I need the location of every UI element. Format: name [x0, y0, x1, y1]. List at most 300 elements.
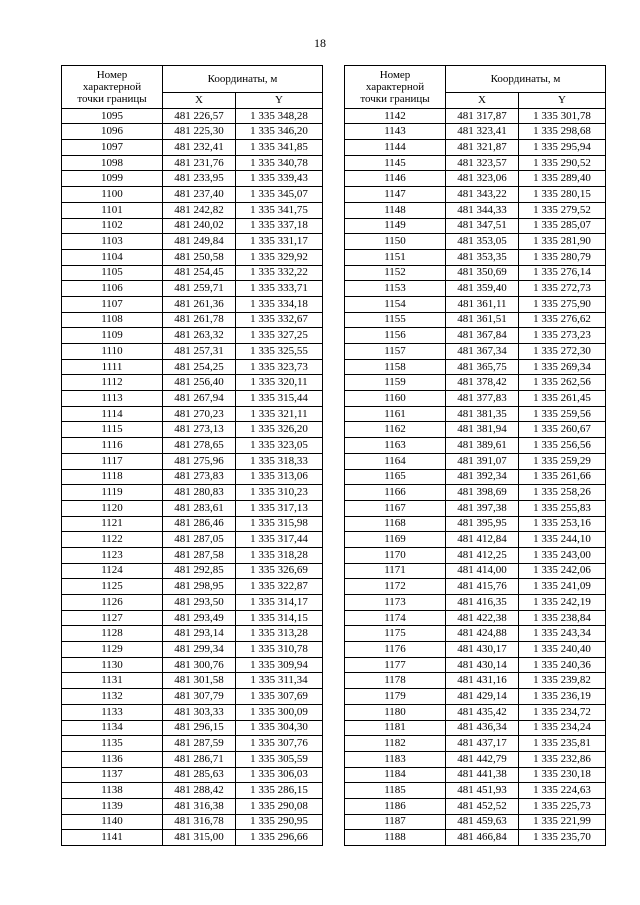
table-row — [62, 485, 323, 501]
point-number-cell: 1159 — [345, 375, 446, 391]
table-row — [345, 736, 606, 752]
y-coordinate-cell: 1 335 325,55 — [236, 344, 323, 360]
table-row — [345, 610, 606, 626]
x-coordinate-cell: 481 395,95 — [446, 516, 519, 532]
point-number-cell: 1131 — [62, 673, 163, 689]
y-coordinate-cell: 1 335 240,40 — [519, 642, 606, 658]
table-row — [62, 328, 323, 344]
point-number-cell: 1149 — [345, 218, 446, 234]
x-coordinate-cell: 481 267,94 — [163, 391, 236, 407]
y-coordinate-cell: 1 335 323,73 — [236, 359, 323, 375]
y-coordinate-cell: 1 335 238,84 — [519, 610, 606, 626]
y-coordinate-cell: 1 335 221,99 — [519, 814, 606, 830]
y-coordinate-cell: 1 335 323,05 — [236, 438, 323, 454]
x-coordinate-cell: 481 430,14 — [446, 657, 519, 673]
point-number-cell: 1103 — [62, 234, 163, 250]
x-coordinate-cell: 481 293,49 — [163, 610, 236, 626]
x-coordinate-cell: 481 270,23 — [163, 406, 236, 422]
table-row — [62, 689, 323, 705]
point-number-cell: 1154 — [345, 296, 446, 312]
y-coordinate-cell: 1 335 225,73 — [519, 798, 606, 814]
y-coordinate-cell: 1 335 273,23 — [519, 328, 606, 344]
point-number-cell: 1151 — [345, 249, 446, 265]
y-header: Y — [236, 93, 323, 109]
y-coordinate-cell: 1 335 269,34 — [519, 359, 606, 375]
y-coordinate-cell: 1 335 307,69 — [236, 689, 323, 705]
table-row — [345, 234, 606, 250]
y-coordinate-cell: 1 335 340,78 — [236, 155, 323, 171]
point-number-cell: 1137 — [62, 767, 163, 783]
y-coordinate-cell: 1 335 298,68 — [519, 124, 606, 140]
y-coordinate-cell: 1 335 290,52 — [519, 155, 606, 171]
point-number-cell: 1173 — [345, 595, 446, 611]
point-number-cell: 1119 — [62, 485, 163, 501]
point-number-cell: 1100 — [62, 187, 163, 203]
x-coordinate-cell: 481 240,02 — [163, 218, 236, 234]
point-number-cell: 1109 — [62, 328, 163, 344]
table-row — [345, 375, 606, 391]
x-header: X — [163, 93, 236, 109]
x-coordinate-cell: 481 381,94 — [446, 422, 519, 438]
table-row — [62, 563, 323, 579]
x-coordinate-cell: 481 398,69 — [446, 485, 519, 501]
point-number-cell: 1114 — [62, 406, 163, 422]
y-header: Y — [519, 93, 606, 109]
y-coordinate-cell: 1 335 311,34 — [236, 673, 323, 689]
table-row — [345, 595, 606, 611]
table-row — [345, 547, 606, 563]
coordinates-header: Координаты, м — [446, 66, 606, 93]
point-number-cell: 1148 — [345, 202, 446, 218]
y-coordinate-cell: 1 335 240,36 — [519, 657, 606, 673]
table-row — [62, 108, 323, 124]
table-row — [345, 438, 606, 454]
x-coordinate-cell: 481 296,15 — [163, 720, 236, 736]
x-coordinate-cell: 481 237,40 — [163, 187, 236, 203]
x-coordinate-cell: 481 254,45 — [163, 265, 236, 281]
point-number-cell: 1141 — [62, 830, 163, 846]
point-number-cell: 1158 — [345, 359, 446, 375]
x-coordinate-cell: 481 273,13 — [163, 422, 236, 438]
x-coordinate-cell: 481 293,50 — [163, 595, 236, 611]
x-coordinate-cell: 481 250,58 — [163, 249, 236, 265]
table-row — [62, 187, 323, 203]
point-number-cell: 1106 — [62, 281, 163, 297]
table-row — [62, 720, 323, 736]
point-number-cell: 1118 — [62, 469, 163, 485]
y-coordinate-cell: 1 335 244,10 — [519, 532, 606, 548]
table-row — [62, 202, 323, 218]
table-row — [62, 736, 323, 752]
y-coordinate-cell: 1 335 337,18 — [236, 218, 323, 234]
y-coordinate-cell: 1 335 281,90 — [519, 234, 606, 250]
table-row — [345, 108, 606, 124]
point-number-cell: 1101 — [62, 202, 163, 218]
y-coordinate-cell: 1 335 314,15 — [236, 610, 323, 626]
table-row — [62, 234, 323, 250]
point-number-cell: 1120 — [62, 500, 163, 516]
y-coordinate-cell: 1 335 275,90 — [519, 296, 606, 312]
x-coordinate-cell: 481 301,58 — [163, 673, 236, 689]
table-row — [345, 642, 606, 658]
point-number-cell: 1164 — [345, 453, 446, 469]
x-coordinate-cell: 481 323,41 — [446, 124, 519, 140]
y-coordinate-cell: 1 335 276,62 — [519, 312, 606, 328]
point-number-cell: 1104 — [62, 249, 163, 265]
point-number-cell: 1172 — [345, 579, 446, 595]
x-coordinate-cell: 481 283,61 — [163, 500, 236, 516]
table-row — [62, 469, 323, 485]
x-coordinate-cell: 481 261,36 — [163, 296, 236, 312]
y-coordinate-cell: 1 335 261,66 — [519, 469, 606, 485]
point-number-cell: 1105 — [62, 265, 163, 281]
x-coordinate-cell: 481 412,84 — [446, 532, 519, 548]
x-coordinate-cell: 481 452,52 — [446, 798, 519, 814]
y-coordinate-cell: 1 335 230,18 — [519, 767, 606, 783]
y-coordinate-cell: 1 335 280,15 — [519, 187, 606, 203]
point-number-cell: 1176 — [345, 642, 446, 658]
point-number-cell: 1177 — [345, 657, 446, 673]
y-coordinate-cell: 1 335 296,66 — [236, 830, 323, 846]
table-row — [345, 281, 606, 297]
table-row — [62, 767, 323, 783]
point-number-cell: 1102 — [62, 218, 163, 234]
table-row — [62, 673, 323, 689]
y-coordinate-cell: 1 335 310,78 — [236, 642, 323, 658]
x-coordinate-cell: 481 361,11 — [446, 296, 519, 312]
y-coordinate-cell: 1 335 253,16 — [519, 516, 606, 532]
point-number-cell: 1144 — [345, 140, 446, 156]
y-coordinate-cell: 1 335 286,15 — [236, 783, 323, 799]
point-number-cell: 1147 — [345, 187, 446, 203]
y-coordinate-cell: 1 335 317,44 — [236, 532, 323, 548]
table-row — [62, 296, 323, 312]
point-number-cell: 1124 — [62, 563, 163, 579]
table-row — [345, 500, 606, 516]
point-number-header: Номер характерной точки границы — [62, 66, 163, 109]
x-coordinate-cell: 481 263,32 — [163, 328, 236, 344]
x-coordinate-cell: 481 359,40 — [446, 281, 519, 297]
point-number-cell: 1108 — [62, 312, 163, 328]
table-row — [62, 312, 323, 328]
x-coordinate-cell: 481 381,35 — [446, 406, 519, 422]
table-row — [62, 657, 323, 673]
point-number-cell: 1139 — [62, 798, 163, 814]
x-coordinate-cell: 481 435,42 — [446, 704, 519, 720]
page-number: 18 — [314, 36, 326, 50]
table-row — [345, 453, 606, 469]
point-number-cell: 1132 — [62, 689, 163, 705]
y-coordinate-cell: 1 335 341,85 — [236, 140, 323, 156]
table-row — [62, 391, 323, 407]
table-row — [62, 344, 323, 360]
y-coordinate-cell: 1 335 310,23 — [236, 485, 323, 501]
point-number-cell: 1183 — [345, 751, 446, 767]
point-number-cell: 1116 — [62, 438, 163, 454]
y-coordinate-cell: 1 335 243,00 — [519, 547, 606, 563]
table-row — [345, 218, 606, 234]
point-number-cell: 1096 — [62, 124, 163, 140]
y-coordinate-cell: 1 335 334,18 — [236, 296, 323, 312]
point-number-cell: 1126 — [62, 595, 163, 611]
x-coordinate-cell: 481 323,57 — [446, 155, 519, 171]
point-number-cell: 1170 — [345, 547, 446, 563]
point-number-cell: 1123 — [62, 547, 163, 563]
x-coordinate-cell: 481 249,84 — [163, 234, 236, 250]
x-coordinate-cell: 481 391,07 — [446, 453, 519, 469]
y-coordinate-cell: 1 335 241,09 — [519, 579, 606, 595]
x-coordinate-cell: 481 256,40 — [163, 375, 236, 391]
point-number-cell: 1153 — [345, 281, 446, 297]
table-row — [62, 171, 323, 187]
point-number-cell: 1152 — [345, 265, 446, 281]
y-coordinate-cell: 1 335 259,56 — [519, 406, 606, 422]
y-coordinate-cell: 1 335 235,81 — [519, 736, 606, 752]
point-number-cell: 1117 — [62, 453, 163, 469]
y-coordinate-cell: 1 335 279,52 — [519, 202, 606, 218]
x-coordinate-cell: 481 451,93 — [446, 783, 519, 799]
x-coordinate-cell: 481 437,17 — [446, 736, 519, 752]
table-row — [62, 359, 323, 375]
x-coordinate-cell: 481 431,16 — [446, 673, 519, 689]
point-number-cell: 1156 — [345, 328, 446, 344]
y-coordinate-cell: 1 335 339,43 — [236, 171, 323, 187]
table-row — [345, 265, 606, 281]
x-coordinate-cell: 481 259,71 — [163, 281, 236, 297]
point-number-cell: 1150 — [345, 234, 446, 250]
point-number-cell: 1136 — [62, 751, 163, 767]
table-row — [345, 516, 606, 532]
point-number-cell: 1129 — [62, 642, 163, 658]
table-row — [62, 642, 323, 658]
x-coordinate-cell: 481 365,75 — [446, 359, 519, 375]
table-row — [62, 140, 323, 156]
coordinates-header: Координаты, м — [163, 66, 323, 93]
x-coordinate-cell: 481 278,65 — [163, 438, 236, 454]
table-row — [62, 218, 323, 234]
table-row — [345, 783, 606, 799]
point-number-cell: 1110 — [62, 344, 163, 360]
x-coordinate-cell: 481 280,83 — [163, 485, 236, 501]
table-row — [345, 171, 606, 187]
y-coordinate-cell: 1 335 321,11 — [236, 406, 323, 422]
table-row — [345, 485, 606, 501]
table-row — [62, 704, 323, 720]
y-coordinate-cell: 1 335 290,95 — [236, 814, 323, 830]
x-coordinate-cell: 481 343,22 — [446, 187, 519, 203]
y-coordinate-cell: 1 335 331,17 — [236, 234, 323, 250]
table-row — [62, 375, 323, 391]
y-coordinate-cell: 1 335 280,79 — [519, 249, 606, 265]
y-coordinate-cell: 1 335 260,67 — [519, 422, 606, 438]
point-number-cell: 1113 — [62, 391, 163, 407]
point-number-cell: 1134 — [62, 720, 163, 736]
table-row — [345, 312, 606, 328]
y-coordinate-cell: 1 335 242,06 — [519, 563, 606, 579]
point-number-cell: 1171 — [345, 563, 446, 579]
point-number-cell: 1179 — [345, 689, 446, 705]
x-coordinate-cell: 481 442,79 — [446, 751, 519, 767]
x-coordinate-cell: 481 323,06 — [446, 171, 519, 187]
x-coordinate-cell: 481 315,00 — [163, 830, 236, 846]
y-coordinate-cell: 1 335 259,29 — [519, 453, 606, 469]
y-coordinate-cell: 1 335 341,75 — [236, 202, 323, 218]
y-coordinate-cell: 1 335 300,09 — [236, 704, 323, 720]
x-coordinate-cell: 481 317,87 — [446, 108, 519, 124]
y-coordinate-cell: 1 335 313,06 — [236, 469, 323, 485]
point-number-cell: 1143 — [345, 124, 446, 140]
x-coordinate-cell: 481 292,85 — [163, 563, 236, 579]
y-coordinate-cell: 1 335 243,34 — [519, 626, 606, 642]
x-coordinate-cell: 481 316,38 — [163, 798, 236, 814]
y-coordinate-cell: 1 335 317,13 — [236, 500, 323, 516]
x-coordinate-cell: 481 424,88 — [446, 626, 519, 642]
table-row — [62, 798, 323, 814]
point-number-cell: 1178 — [345, 673, 446, 689]
table-row — [62, 751, 323, 767]
y-coordinate-cell: 1 335 236,19 — [519, 689, 606, 705]
table-row — [345, 391, 606, 407]
table-row — [345, 798, 606, 814]
x-coordinate-cell: 481 293,14 — [163, 626, 236, 642]
x-coordinate-cell: 481 429,14 — [446, 689, 519, 705]
table-row — [62, 547, 323, 563]
table-row — [62, 500, 323, 516]
table-row — [345, 140, 606, 156]
y-coordinate-cell: 1 335 346,20 — [236, 124, 323, 140]
x-coordinate-cell: 481 233,95 — [163, 171, 236, 187]
point-number-cell: 1161 — [345, 406, 446, 422]
point-number-cell: 1187 — [345, 814, 446, 830]
point-number-cell: 1186 — [345, 798, 446, 814]
table-row — [345, 579, 606, 595]
point-number-cell: 1145 — [345, 155, 446, 171]
point-number-cell: 1146 — [345, 171, 446, 187]
x-coordinate-cell: 481 347,51 — [446, 218, 519, 234]
table-row — [345, 406, 606, 422]
table-row — [62, 783, 323, 799]
point-number-cell: 1169 — [345, 532, 446, 548]
y-coordinate-cell: 1 335 333,71 — [236, 281, 323, 297]
point-number-cell: 1140 — [62, 814, 163, 830]
table-row — [345, 328, 606, 344]
table-row — [62, 610, 323, 626]
y-coordinate-cell: 1 335 332,67 — [236, 312, 323, 328]
table-row — [62, 265, 323, 281]
point-number-cell: 1097 — [62, 140, 163, 156]
x-coordinate-cell: 481 353,35 — [446, 249, 519, 265]
point-number-cell: 1125 — [62, 579, 163, 595]
table-row — [345, 704, 606, 720]
x-coordinate-cell: 481 377,83 — [446, 391, 519, 407]
y-coordinate-cell: 1 335 301,78 — [519, 108, 606, 124]
x-coordinate-cell: 481 286,46 — [163, 516, 236, 532]
point-number-cell: 1167 — [345, 500, 446, 516]
y-coordinate-cell: 1 335 322,87 — [236, 579, 323, 595]
x-coordinate-cell: 481 361,51 — [446, 312, 519, 328]
y-coordinate-cell: 1 335 262,56 — [519, 375, 606, 391]
x-coordinate-cell: 481 226,57 — [163, 108, 236, 124]
y-coordinate-cell: 1 335 261,45 — [519, 391, 606, 407]
y-coordinate-cell: 1 335 318,33 — [236, 453, 323, 469]
x-coordinate-cell: 481 231,76 — [163, 155, 236, 171]
point-number-cell: 1165 — [345, 469, 446, 485]
table-row — [345, 751, 606, 767]
y-coordinate-cell: 1 335 234,72 — [519, 704, 606, 720]
table-row — [345, 689, 606, 705]
table-row — [62, 595, 323, 611]
table-row — [62, 626, 323, 642]
table-row — [345, 563, 606, 579]
y-coordinate-cell: 1 335 235,70 — [519, 830, 606, 846]
point-number-cell: 1099 — [62, 171, 163, 187]
y-coordinate-cell: 1 335 290,08 — [236, 798, 323, 814]
table-row — [62, 155, 323, 171]
y-coordinate-cell: 1 335 332,22 — [236, 265, 323, 281]
x-coordinate-cell: 481 422,38 — [446, 610, 519, 626]
point-number-cell: 1162 — [345, 422, 446, 438]
point-number-cell: 1135 — [62, 736, 163, 752]
y-coordinate-cell: 1 335 232,86 — [519, 751, 606, 767]
table-row — [345, 359, 606, 375]
x-coordinate-cell: 481 416,35 — [446, 595, 519, 611]
y-coordinate-cell: 1 335 242,19 — [519, 595, 606, 611]
x-coordinate-cell: 481 414,00 — [446, 563, 519, 579]
x-coordinate-cell: 481 273,83 — [163, 469, 236, 485]
x-coordinate-cell: 481 254,25 — [163, 359, 236, 375]
x-coordinate-cell: 481 300,76 — [163, 657, 236, 673]
x-coordinate-cell: 481 287,05 — [163, 532, 236, 548]
table-row — [345, 344, 606, 360]
y-coordinate-cell: 1 335 329,92 — [236, 249, 323, 265]
point-number-cell: 1180 — [345, 704, 446, 720]
x-coordinate-cell: 481 412,25 — [446, 547, 519, 563]
point-number-cell: 1133 — [62, 704, 163, 720]
y-coordinate-cell: 1 335 256,56 — [519, 438, 606, 454]
y-coordinate-cell: 1 335 276,14 — [519, 265, 606, 281]
y-coordinate-cell: 1 335 326,69 — [236, 563, 323, 579]
x-coordinate-cell: 481 275,96 — [163, 453, 236, 469]
point-number-cell: 1112 — [62, 375, 163, 391]
table-row — [345, 202, 606, 218]
table-row — [345, 626, 606, 642]
x-coordinate-cell: 481 303,33 — [163, 704, 236, 720]
table-row — [345, 673, 606, 689]
y-coordinate-cell: 1 335 326,20 — [236, 422, 323, 438]
table-row — [345, 657, 606, 673]
y-coordinate-cell: 1 335 255,83 — [519, 500, 606, 516]
x-coordinate-cell: 481 436,34 — [446, 720, 519, 736]
table-row — [62, 422, 323, 438]
point-number-header: Номер характерной точки границы — [345, 66, 446, 109]
y-coordinate-cell: 1 335 234,24 — [519, 720, 606, 736]
y-coordinate-cell: 1 335 239,82 — [519, 673, 606, 689]
x-coordinate-cell: 481 286,71 — [163, 751, 236, 767]
table-row — [345, 830, 606, 846]
y-coordinate-cell: 1 335 307,76 — [236, 736, 323, 752]
table-row — [345, 532, 606, 548]
point-number-cell: 1157 — [345, 344, 446, 360]
x-coordinate-cell: 481 261,78 — [163, 312, 236, 328]
point-number-cell: 1128 — [62, 626, 163, 642]
x-coordinate-cell: 481 298,95 — [163, 579, 236, 595]
table-body-right — [345, 108, 606, 845]
table-row — [62, 516, 323, 532]
x-coordinate-cell: 481 285,63 — [163, 767, 236, 783]
x-coordinate-cell: 481 430,17 — [446, 642, 519, 658]
table-row — [345, 296, 606, 312]
point-number-cell: 1184 — [345, 767, 446, 783]
